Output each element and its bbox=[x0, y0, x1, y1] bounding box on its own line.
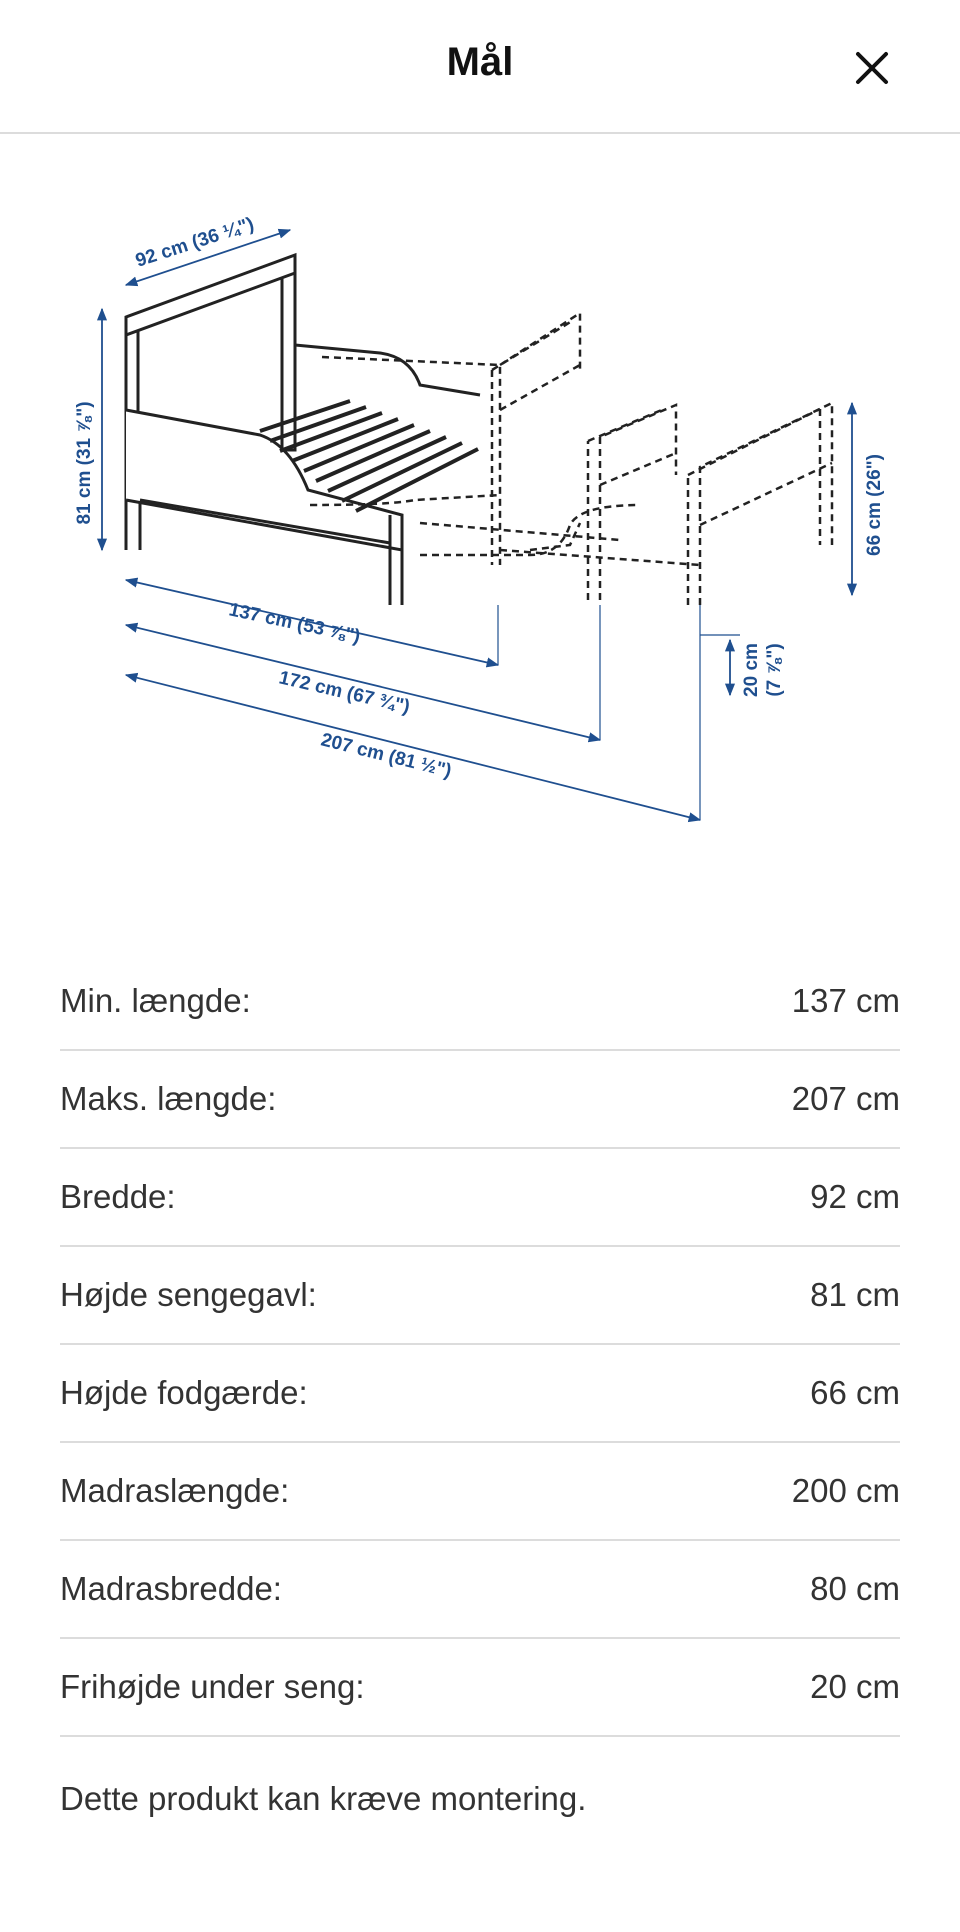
dimension-diagram bbox=[60, 205, 900, 830]
close-button[interactable] bbox=[848, 44, 896, 92]
close-icon bbox=[854, 50, 890, 86]
bed-frame-solid bbox=[126, 255, 480, 605]
spec-value: 66 cm bbox=[810, 1374, 900, 1411]
spec-row bbox=[60, 1345, 900, 1443]
headboard-height-label: 81 cm (31 ⅞") bbox=[74, 401, 95, 525]
spec-label: Madrasbredde: bbox=[60, 1570, 282, 1607]
spec-label: Maks. længde: bbox=[60, 1080, 277, 1117]
max-length-label: 207 cm (81 ½") bbox=[318, 729, 454, 783]
spec-row bbox=[60, 1149, 900, 1247]
mid-length-label: 172 cm (67 ¾") bbox=[276, 667, 412, 718]
spec-value: 200 cm bbox=[791, 1472, 900, 1509]
spec-row bbox=[60, 1541, 900, 1639]
clearance-label-cm: 20 cm bbox=[741, 643, 762, 697]
spec-list bbox=[60, 953, 900, 1737]
spec-value: 81 cm bbox=[810, 1276, 900, 1313]
spec-value: 137 cm bbox=[791, 982, 900, 1019]
bed-extension-dashed bbox=[310, 313, 832, 605]
min-length-label: 137 cm (53 ⅞") bbox=[226, 599, 363, 648]
clearance-label-in: (7 ⅞") bbox=[764, 643, 785, 697]
spec-label: Bredde: bbox=[60, 1178, 176, 1215]
spec-label: Madraslængde: bbox=[60, 1472, 290, 1509]
spec-row bbox=[60, 953, 900, 1051]
spec-row bbox=[60, 1247, 900, 1345]
spec-row bbox=[60, 1639, 900, 1737]
spec-value: 80 cm bbox=[810, 1570, 900, 1607]
spec-value: 20 cm bbox=[810, 1668, 900, 1705]
assembly-note: Dette produkt kan kræve montering. bbox=[60, 1780, 587, 1817]
modal-title: Mål bbox=[446, 40, 514, 84]
spec-label: Frihøjde under seng: bbox=[60, 1668, 365, 1705]
bed-dimension-illustration bbox=[60, 205, 900, 830]
spec-label: Min. længde: bbox=[60, 982, 251, 1019]
modal-header bbox=[0, 0, 960, 134]
spec-label: Højde sengegavl: bbox=[60, 1276, 317, 1313]
spec-row bbox=[60, 1443, 900, 1541]
footboard-height-label: 66 cm (26") bbox=[864, 454, 885, 556]
width-label: 92 cm (36 ¼") bbox=[133, 213, 257, 272]
spec-row bbox=[60, 1051, 900, 1149]
spec-label: Højde fodgærde: bbox=[60, 1374, 308, 1411]
spec-value: 92 cm bbox=[810, 1178, 900, 1215]
spec-value: 207 cm bbox=[791, 1080, 900, 1117]
